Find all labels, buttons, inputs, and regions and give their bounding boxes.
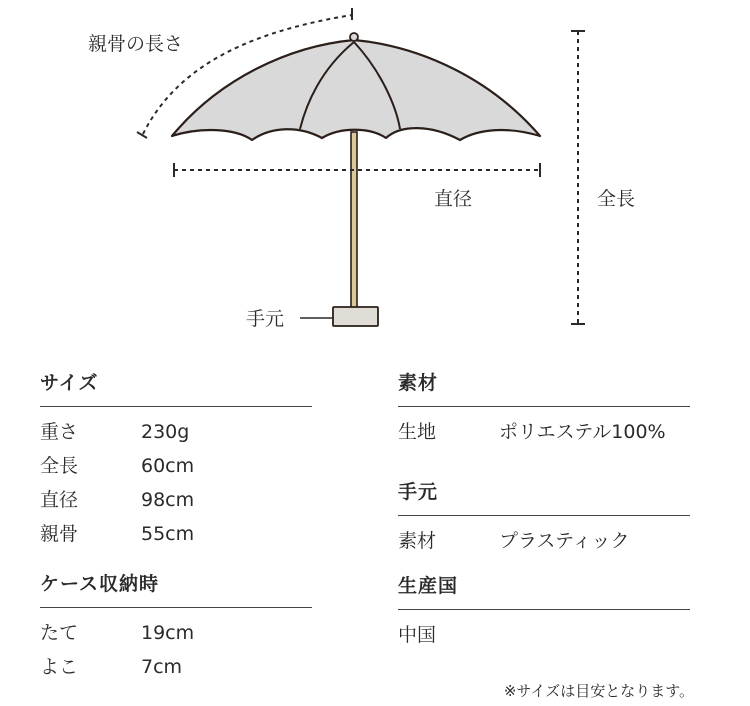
spec-label: 素材 [398,530,437,552]
spec-value: ポリエステル100% [499,421,666,443]
spec-row-length [40,449,312,483]
size-section [40,370,312,551]
diameter-label: 直径 [434,188,473,210]
spec-value: 230g [141,421,190,443]
case-section [40,571,312,684]
size-section-title: サイズ [40,372,99,394]
umbrella-handle [333,307,378,326]
divider [398,609,690,610]
size-note: ※サイズは目安となります。 [503,682,694,700]
rib-length-label: 親骨の長さ [88,33,184,55]
umbrella-tip [350,33,358,41]
spec-label: 親骨 [40,523,79,545]
spec-label: 重さ [40,421,79,443]
spec-row-rib [40,517,312,551]
spec-row-fabric [398,415,690,449]
divider [398,406,690,407]
origin-section [398,573,690,652]
origin-section-title: 生産国 [398,575,459,597]
spec-label: 生地 [398,421,437,443]
spec-row-handle-material [398,524,690,558]
spec-row-width [40,650,312,684]
spec-label: よこ [40,656,79,678]
spec-value: 55cm [141,523,195,545]
spec-label: たて [40,622,79,644]
divider [40,406,312,407]
spec-label: 全長 [40,455,79,477]
umbrella-diagram [0,0,750,340]
spec-row-diameter [40,483,312,517]
handle-section-title: 手元 [398,481,439,503]
spec-value: 19cm [141,622,195,644]
spec-row-weight [40,415,312,449]
spec-label: 直径 [40,489,79,511]
spec-label: 中国 [398,624,437,646]
spec-row-origin [398,618,690,652]
material-section [398,370,690,449]
spec-value: 60cm [141,455,195,477]
umbrella-canopy [172,40,540,140]
spec-value: プラスティック [499,530,630,552]
divider [398,515,690,516]
umbrella-shaft [351,132,357,308]
material-section-title: 素材 [398,372,439,394]
total-length-label: 全長 [597,188,636,210]
spec-value: 7cm [141,656,183,678]
spec-value: 98cm [141,489,195,511]
handle-label: 手元 [246,308,285,330]
case-section-title: ケース収納時 [40,573,160,595]
spec-row-height [40,616,312,650]
handle-section [398,479,690,558]
divider [40,607,312,608]
